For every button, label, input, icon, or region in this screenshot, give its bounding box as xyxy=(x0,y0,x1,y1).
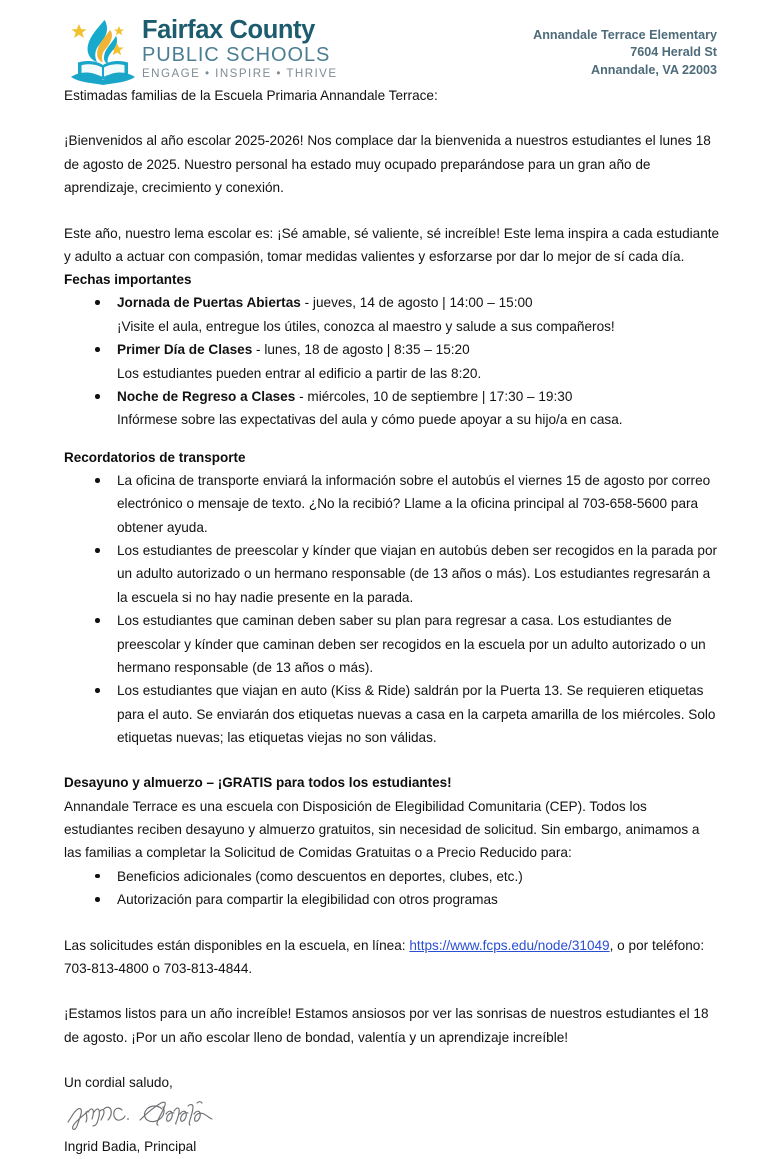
meals-heading: Desayuno y almuerzo – ¡GRATIS para todos los estudiantes! xyxy=(64,775,452,791)
meals-benefits-list xyxy=(64,865,720,912)
list-item: La oficina de transporte enviará la información sobre el autobús el viernes 15 de agosto por correo electrónico o mensaje de texto. ¿No la recibió? Llame a la oficina principal al 703-658-5600 para obtener ayuda. xyxy=(64,469,720,539)
date-item-detail: - lunes, 18 de agosto | 8:35 – 15:20 xyxy=(252,342,470,358)
free-meals-application-link[interactable]: https://www.fcps.edu/node/31049 xyxy=(409,937,610,953)
list-item: Autorización para compartir la elegibilidad con otros programas xyxy=(64,888,720,911)
transportation-list xyxy=(64,469,720,750)
address-line-1: Annandale Terrace Elementary xyxy=(533,28,717,42)
letter-body xyxy=(64,84,720,1159)
fcps-logo xyxy=(66,16,338,86)
applications-suffix: , o por teléfono: 703-813-4800 o 703-813-4844. xyxy=(64,937,705,976)
principal-name-title: Ingrid Badia, Principal xyxy=(64,1139,197,1155)
applications-paragraph xyxy=(64,934,720,981)
letterhead xyxy=(0,0,775,92)
date-item-title: Jornada de Puertas Abiertas xyxy=(117,295,301,311)
address-line-3: Annandale, VA 22003 xyxy=(591,62,717,77)
date-item-sub: ¡Visite el aula, entregue los útiles, conozca al maestro y salude a sus compañeros! xyxy=(117,318,615,334)
principal-signature-image xyxy=(66,1098,234,1132)
list-item: Beneficios adicionales (como descuentos en deportes, clubes, etc.) xyxy=(64,865,720,888)
address-line-2: 7604 Herald St xyxy=(630,45,717,60)
closing-paragraph: ¡Estamos listos para un año increíble! Estamos ansiosos por ver las sonrisas de nuestros estudiantes el 18 de agosto. ¡Por un año escolar lleno de bondad, valentía y un aprendizaje increíble! xyxy=(64,1006,709,1045)
date-item-title: Noche de Regreso a Clases xyxy=(117,388,296,404)
motto-paragraph: Este año, nuestro lema escolar es: ¡Sé amable, sé valiente, sé increíble! Este lema inspira a cada estudiante y adulto a actuar con compasión, tomar medidas valientes y esforzarse por dar lo mejor de sí cada día. xyxy=(64,225,720,264)
book-icon xyxy=(71,61,135,85)
salutation: Estimadas familias de la Escuela Primaria Annandale Terrace: xyxy=(64,88,438,103)
date-item-title: Primer Día de Clases xyxy=(117,342,253,358)
transportation-heading: Recordatorios de transporte xyxy=(64,449,246,465)
important-dates-list xyxy=(64,291,720,431)
date-item-sub: Infórmese sobre las expectativas del aula y cómo puede apoyar a su hijo/a en casa. xyxy=(117,412,623,428)
sign-off: Un cordial saludo, xyxy=(64,1075,173,1091)
meals-paragraph: Annandale Terrace es una escuela con Disposición de Elegibilidad Comunitaria (CEP). Todos los estudiantes reciben desayuno y almuerzo gratuitos, sin necesidad de solicitud. Sin embargo, animamos a las familias a completar la Solicitud de Comidas Gratuitas o a Precio Reducido para: xyxy=(64,798,700,861)
wordmark-tagline: ENGAGE • INSPIRE • THRIVE xyxy=(142,66,338,80)
date-item-detail: - miércoles, 10 de septiembre | 17:30 – 19:30 xyxy=(295,388,573,404)
list-item: Los estudiantes de preescolar y kínder que viajan en autobús deben ser recogidos en la parada por un adulto autorizado o un hermano responsable (de 13 años o más). Los estudiantes regresarán a la escuela si no hay nadie presente en la parada. xyxy=(64,539,720,609)
school-address-block xyxy=(533,27,717,79)
list-item: Los estudiantes que viajan en auto (Kiss & Ride) saldrán por la Puerta 13. Se requieren etiquetas para el auto. Se enviarán dos etiquetas nuevas a casa en la carpeta amarilla de los miércoles. Solo etiquetas nuevas; las etiquetas viejas no son válidas. xyxy=(64,679,720,749)
date-item-sub: Los estudiantes pueden entrar al edificio a partir de las 8:20. xyxy=(117,365,482,381)
fcps-logo-mark xyxy=(66,16,140,86)
list-item: Los estudiantes que caminan deben saber su plan para regresar a casa. Los estudiantes de preescolar y kínder que caminan deben ser recogidos en la escuela por un adulto autorizado o un hermano responsable (de 13 años o más). xyxy=(64,609,720,679)
intro-paragraph: ¡Bienvenidos al año escolar 2025-2026! Nos complace dar la bienvenida a nuestros estudiantes el lunes 18 de agosto de 2025. Nuestro personal ha estado muy ocupado preparándose para un gran año de aprendizaje, crecimiento y conexión. xyxy=(64,133,711,196)
date-item-detail: - jueves, 14 de agosto | 14:00 – 15:00 xyxy=(300,295,533,311)
wordmark-line2: PUBLIC SCHOOLS xyxy=(142,43,331,66)
list-item xyxy=(64,291,720,338)
list-item xyxy=(64,385,720,432)
wordmark-line1: Fairfax County xyxy=(142,16,315,44)
fcps-wordmark xyxy=(142,16,338,79)
applications-prefix: Las solicitudes están disponibles en la escuela, en línea: xyxy=(64,937,410,953)
list-item xyxy=(64,338,720,385)
important-dates-heading: Fechas importantes xyxy=(64,272,192,288)
